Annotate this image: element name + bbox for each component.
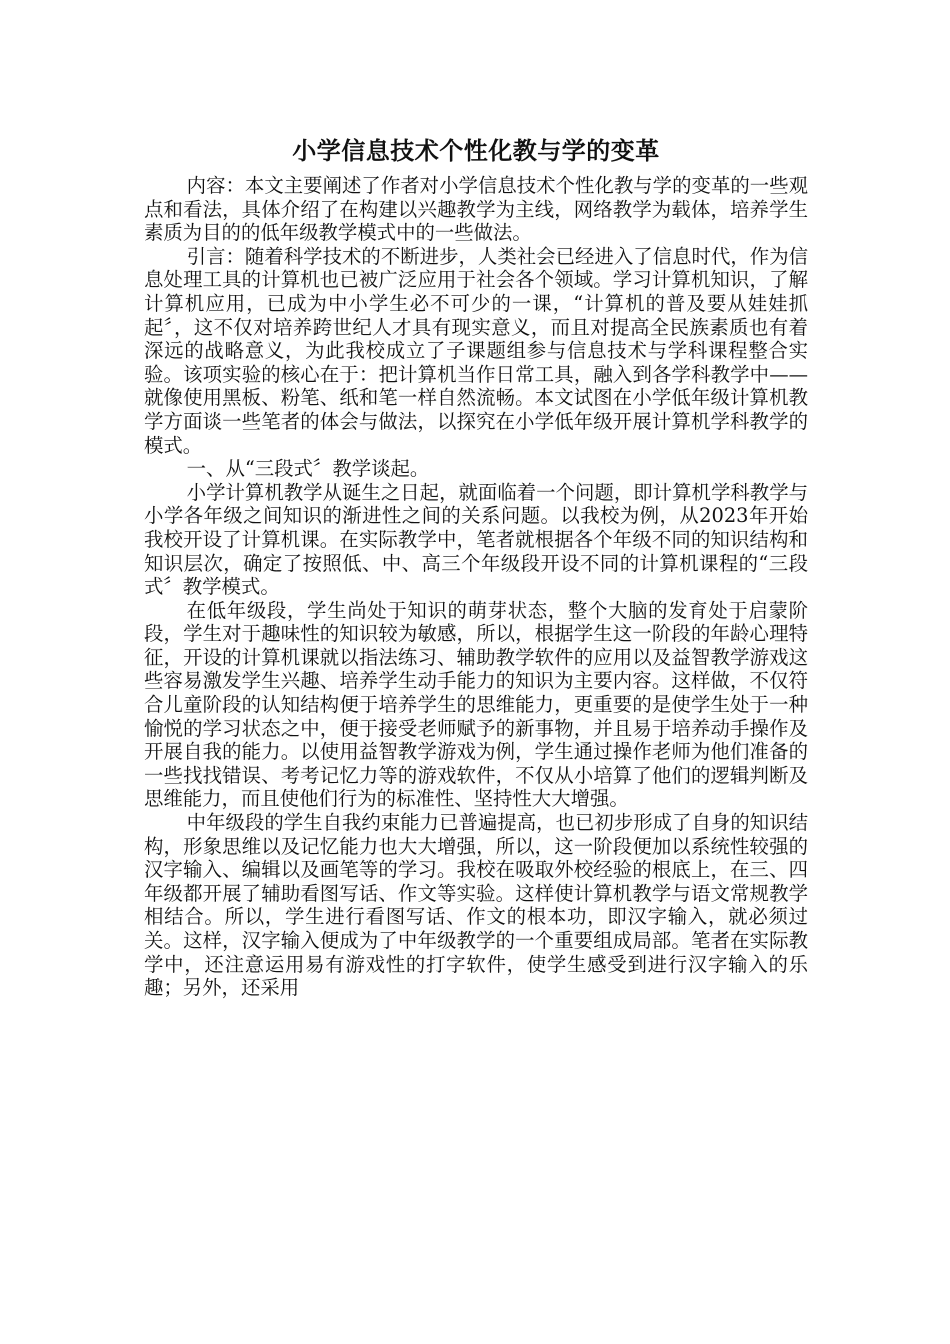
introduction-paragraph: 引言：随着科学技术的不断进步，人类社会已经进入了信息时代，作为信息处理工具的计算机也已被广泛应用于社会各个领域。学习计算机知识，了解计算机应用，已成为中小学生必不可少的一课，“计算机的普及要从娃娃抓起〞，这不仅对培养跨世纪人才具有现实意义，而且对提高全民族素质也有着深远的战略意义，为此我校成立了子课题组参与信息技术与学科课程整合实验。该项实验的核心在于：把计算机当作日常工具，融入到各学科教学中——就像使用黑板、粉笔、纸和笔一样自然流畅。本文试图在小学低年级计算机教学方面谈一些笔者的体会与做法，以探究在小学低年级开展计算机学科教学的模式。 bbox=[144, 244, 808, 457]
document-body bbox=[144, 136, 808, 1000]
body-paragraph: 在低年级段，学生尚处于知识的萌芽状态，整个大脑的发育处于启蒙阶段，学生对于趣味性的知识较为敏感，所以，根据学生这一阶段的年龄心理特征，开设的计算机课就以指法练习、辅助教学软件的应用以及益智教学游戏这些容易激发学生兴趣、培养学生动手能力的知识为主要内容。这样做，不仅符合儿童阶段的认知结构便于培养学生的思维能力，更重要的是使学生处于一种愉悦的学习状态之中，便于接受老师赋予的新事物，并且易于培养动手操作及开展自我的能力。以使用益智教学游戏为例，学生通过操作老师为他们准备的一些找找错误、考考记忆力等的游戏软件，不仅从小培算了他们的逻辑判断及思维能力，而且使他们行为的标准性、坚持性大大增强。 bbox=[144, 598, 808, 811]
body-paragraph: 小学计算机教学从诞生之日起，就面临着一个问题，即计算机学科教学与小学各年级之间知识的渐进性之间的关系问题。以我校为例，从2023年开始我校开设了计算机课。在实际教学中，笔者就根据各个年级不同的知识结构和知识层次，确定了按照低、中、高三个年级段开设不同的计算机课程的“三段式〞教学模式。 bbox=[144, 480, 808, 599]
body-paragraph: 中年级段的学生自我约束能力已普遍提高，也已初步形成了自身的知识结构，形象思维以及记忆能力也大大增强，所以，这一阶段便加以系统性较强的汉字输入、编辑以及画笔等的学习。我校在吸取外校经验的根底上，在三、四年级都开展了辅助看图写话、作文等实验。这样使计算机教学与语文常规教学相结合。所以，学生进行看图写话、作文的根本功，即汉字输入，就必须过关。这样，汉字输入便成为了中年级教学的一个重要组成局部。笔者在实际教学中，还注意运用易有游戏性的打字软件，使学生感受到进行汉字输入的乐趣；另外，还采用 bbox=[144, 811, 808, 1000]
section-heading: 一、从“三段式〞教学谈起。 bbox=[186, 457, 430, 481]
summary-paragraph: 内容：本文主要阐述了作者对小学信息技术个性化教与学的变革的一些观点和看法，具体介绍了在构建以兴趣教学为主线，网络教学为载体，培养学生素质为目的的低年级教学模式中的一些做法。 bbox=[144, 174, 808, 245]
document-title: 小学信息技术个性化教与学的变革 bbox=[292, 137, 660, 165]
